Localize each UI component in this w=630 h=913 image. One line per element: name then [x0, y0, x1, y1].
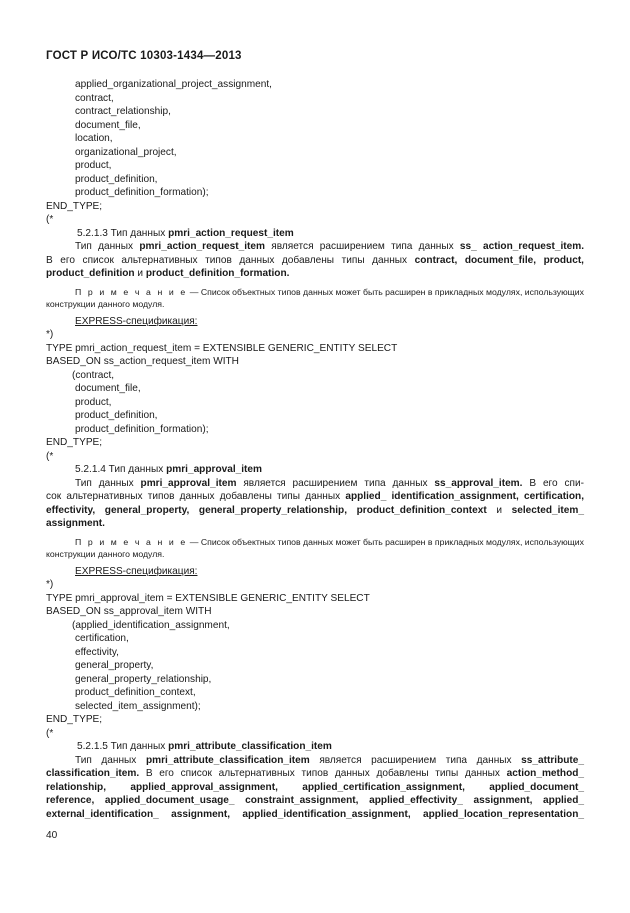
paragraph-line: сок альтернативных типов данных добавлены типы данных applied_ identification_assignment, certification, [46, 491, 584, 502]
code-line: product_definition, [75, 410, 158, 421]
code-line: selected_item_assignment); [75, 700, 201, 712]
code-line: document_file, [75, 383, 141, 394]
code-line: *) [46, 579, 54, 590]
code-line: effectivity, [75, 646, 119, 658]
paragraph-line: effectivity, general_property, general_property_relationship, product_definition_context и selected_item_ [46, 504, 584, 516]
code-line: BASED_ON ss_approval_item WITH [46, 606, 212, 617]
paragraph-line: relationship, applied_approval_assignment, applied_certification_assignment, applied_document_ [46, 781, 584, 793]
code-line: (* [46, 727, 54, 739]
code-line: product_definition_formation); [75, 423, 209, 435]
note: П р и м е ч а н и е — Список объектных типов данных может быть расширен в прикладных модулях, использующих конструкции данного модуля. [46, 286, 585, 309]
code-line: contract_relationship, [75, 106, 171, 117]
express-label: EXPRESS-спецификация: [75, 315, 198, 327]
section-heading: 5.2.1.3 Тип данных pmri_action_request_item [77, 227, 294, 239]
paragraph-line: Тип данных pmri_approval_item является расширением типа данных ss_approval_item. В его спи- [75, 477, 585, 489]
express-label: EXPRESS-спецификация: [75, 565, 198, 577]
paragraph-line: Тип данных pmri_attribute_classification_item является расширением типа данных ss_attribute_ [75, 754, 584, 766]
code-line: (contract, [72, 369, 115, 381]
code-line: product, [75, 396, 112, 408]
paragraph-line: Тип данных pmri_action_request_item является расширением типа данных ss_ action_request_item. [75, 241, 585, 252]
code-line: contract, [75, 92, 114, 104]
section-heading: 5.2.1.4 Тип данных pmri_approval_item [75, 464, 263, 475]
code-line: (* [46, 214, 54, 225]
section-heading: 5.2.1.5 Тип данных pmri_attribute_classification_item [77, 741, 332, 752]
code-line: product_definition, [75, 173, 158, 185]
code-line: *) [46, 329, 54, 340]
code-line: general_property, [75, 660, 154, 671]
paragraph-line: external_identification_ assignment, applied_identification_assignment, applied_location_representation_ [46, 808, 584, 820]
code-line: product_definition_formation); [75, 187, 209, 198]
paragraph-line: classification_item. В его список альтернативных типов данных добавлены типы данных action_method_ [46, 768, 585, 779]
page-number: 40 [46, 830, 58, 841]
code-line: product, [75, 160, 112, 171]
code-line: END_TYPE; [46, 200, 103, 212]
code-line: product_definition_context, [75, 687, 196, 698]
code-line: applied_organizational_project_assignment, [75, 79, 272, 90]
code-line: organizational_project, [75, 146, 177, 158]
code-line: document_file, [75, 119, 141, 131]
paragraph-line: product_definition и product_definition_formation. [46, 268, 290, 279]
note: П р и м е ч а н и е — Список объектных типов данных может быть расширен в прикладных модулях, использующих конструкции данного модуля. [46, 536, 585, 559]
code-line: END_TYPE; [46, 437, 103, 448]
code-line: (applied_identification_assignment, [72, 619, 230, 631]
code-line: TYPE pmri_action_request_item = EXTENSIBLE GENERIC_ENTITY SELECT [46, 342, 398, 354]
code-line: (* [46, 450, 54, 462]
code-line: BASED_ON ss_action_request_item WITH [46, 356, 239, 367]
page-content [46, 78, 584, 821]
page-header: ГОСТ Р ИСО/ТС 10303-1434—2013 [46, 50, 242, 62]
paragraph-line: В его список альтернативных типов данных добавлены типы данных contract, document_file, product, [46, 254, 584, 266]
paragraph-line: reference, applied_document_usage_ constraint_assignment, applied_effectivity_ assignment, applied_ [46, 795, 584, 806]
code-line: END_TYPE; [46, 714, 103, 725]
code-line: general_property_relationship, [75, 673, 212, 685]
code-line: certification, [75, 633, 129, 644]
paragraph-line: assignment. [46, 518, 105, 529]
code-line: location, [75, 133, 113, 144]
code-line: TYPE pmri_approval_item = EXTENSIBLE GENERIC_ENTITY SELECT [46, 592, 370, 604]
